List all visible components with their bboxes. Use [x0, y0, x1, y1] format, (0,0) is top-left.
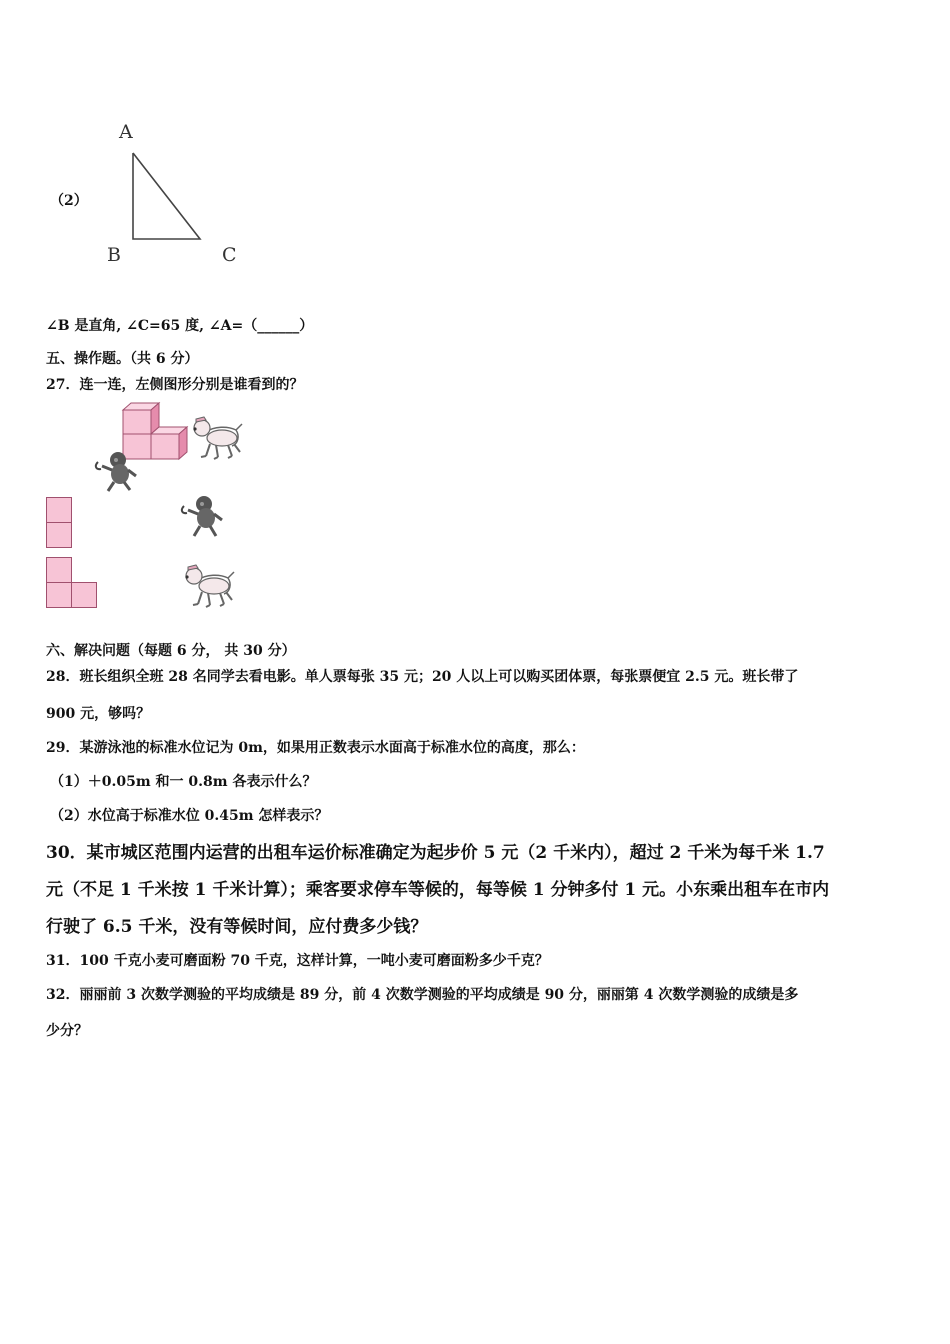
view-shape-square: [46, 582, 72, 608]
section-6-title: 六、解决问题（每题 6 分， 共 30 分）: [46, 643, 296, 659]
question-28-line-1: 28．班长组织全班 28 名同学去看电影。单人票每张 35 元；20 人以上可以购买团体票，每张票便宜 2.5 元。班长带了: [46, 669, 799, 685]
question-28-line-2: 900 元，够吗？: [46, 706, 151, 722]
view-shape-square: [46, 497, 72, 523]
view-shape-square: [71, 582, 97, 608]
question-29-part-2: （2）水位高于标准水位 0.45m 怎样表示？: [50, 808, 329, 824]
question-27: 27．连一连，左侧图形分别是谁看到的？: [46, 377, 304, 393]
question-31: 31．100 千克小麦可磨面粉 70 千克，这样计算，一吨小麦可磨面粉多少千克？: [46, 953, 549, 969]
cube-front-face: [123, 410, 151, 434]
monkey-icon: [180, 494, 226, 538]
view-shape-square: [46, 522, 72, 548]
figure-index: （2）: [50, 193, 88, 209]
question-30-line-1: 30．某市城区范围内运营的出租车运价标准确定为起步价 5 元（2 千米内），超过 2 千米为每千米 1.7: [46, 843, 825, 863]
cube-front-face: [151, 434, 179, 459]
section-5-title: 五、操作题。（共 6 分）: [46, 351, 199, 367]
question-32-line-2: 少分？: [46, 1023, 88, 1039]
question-32-line-1: 32．丽丽前 3 次数学测验的平均成绩是 89 分，前 4 次数学测验的平均成绩是 90 分，丽丽第 4 次数学测验的成绩是多: [46, 987, 799, 1003]
angle-statement: ∠B 是直角, ∠C=65 度, ∠A=（______）: [46, 318, 314, 334]
question-29-part-1: （1）＋0.05m 和一 0.8m 各表示什么？: [50, 774, 317, 790]
question-29: 29．某游泳池的标准水位记为 0m，如果用正数表示水面高于标准水位的高度，那么：: [46, 740, 585, 756]
dog-icon: [188, 414, 250, 462]
question-30-line-2: 元（不足 1 千米按 1 千米计算）；乘客要求停车等候的，每等候 1 分钟多付 1 元。小东乘出租车在市内: [46, 880, 830, 900]
vertex-a-label: A: [119, 121, 133, 143]
monkey-icon: [94, 450, 140, 492]
right-triangle-figure: [120, 145, 210, 245]
question-30-line-3: 行驶了 6.5 千米，没有等候时间，应付费多少钱？: [46, 917, 428, 937]
view-shape-square: [46, 557, 72, 583]
vertex-c-label: C: [222, 244, 237, 266]
vertex-b-label: B: [107, 244, 121, 266]
dog-icon: [180, 562, 242, 610]
triangle-outline: [133, 153, 200, 239]
